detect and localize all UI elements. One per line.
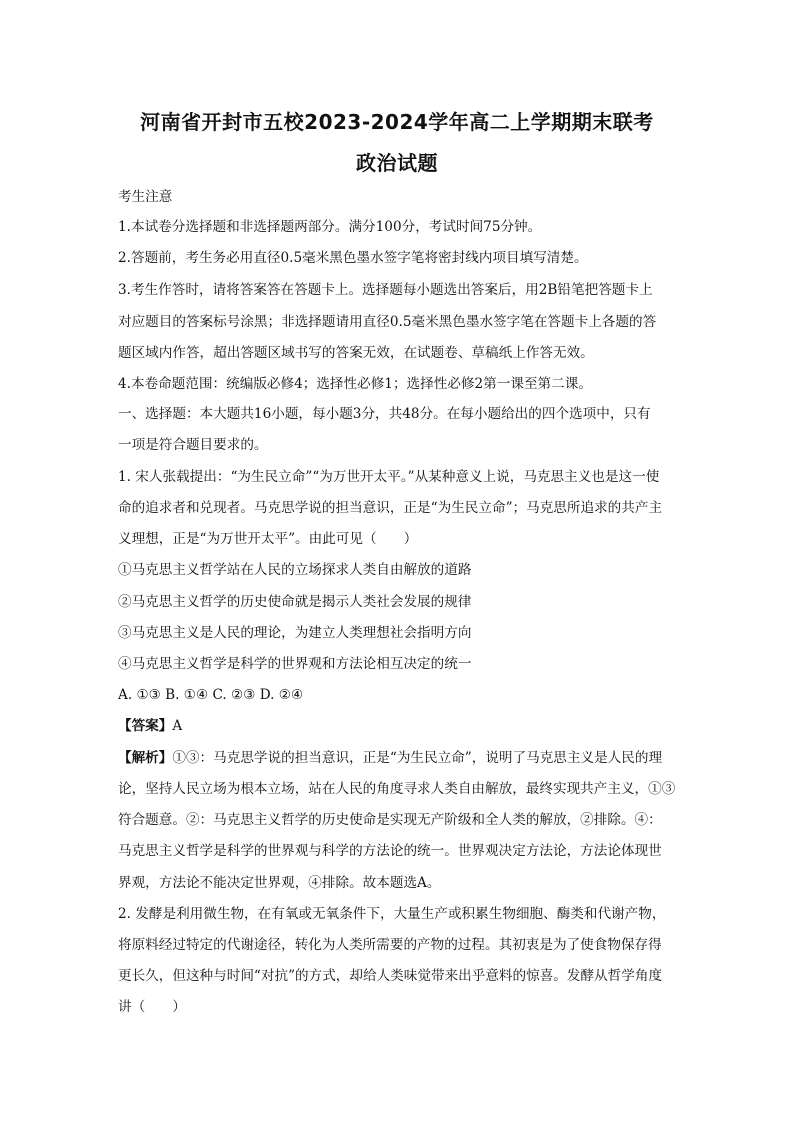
question-1-analysis (118, 749, 680, 767)
document-subtitle: 政治试题 (356, 151, 438, 175)
question-1-analysis-line: 界观，方法论不能决定世界观，④排除。故本题选A。 (118, 875, 441, 891)
question-2-stem: 讲（ ） (118, 999, 186, 1015)
notice-heading: 考生注意 (118, 189, 173, 205)
question-1-stem: 命的追求者和兑现者。马克思学说的担当意识，正是“为生民立命”；马克思所追求的共产主 (118, 500, 663, 516)
notice-item-3-line: 3.考生作答时，请将答案答在答题卡上。选择题每小题选出答案后，用2B铅笔把答题卡上 (118, 282, 653, 298)
question-1-analysis-line: 马克思主义哲学是科学的世界观与科学的方法论的统一。世界观决定方法论，方法论体现世 (118, 843, 662, 859)
notice-item-2: 2.答题前，考生务必用直径0.5毫米黑色墨水签字笔将密封线内项目填写清楚。 (118, 250, 588, 266)
question-1-option: ④马克思主义哲学是科学的世界观和方法论相互决定的统一 (118, 656, 472, 672)
question-2-stem: 2. 发酵是利用微生物，在有氧或无氧条件下，大量生产或积累生物细胞、酶类和代谢产物， (118, 906, 666, 922)
notice-item-4: 4.本卷命题范围：统编版必修4；选择性必修1；选择性必修2第一课至第二课。 (118, 376, 592, 392)
question-1-analysis-line: 论，坚持人民立场为根本立场，站在人民的角度寻求人类自由解放，最终实现共产主义，①③ (118, 781, 676, 797)
question-1-stem: 义理想，正是“为万世开太平”。由此可见（ ） (118, 531, 418, 547)
question-1-choices: A. ①③ B. ①④ C. ②③ D. ②④ (118, 687, 304, 703)
notice-item-3-line: 对应题目的答案标号涂黑；非选择题请用直径0.5毫米黑色墨水签字笔在答题卡上各题的答 (118, 314, 657, 330)
analysis-label: 【解析】 (118, 750, 173, 766)
section-heading: 一项是符合题目要求的。 (118, 437, 268, 453)
notice-item-1: 1.本试卷分选择题和非选择题两部分。满分100分，考试时间75分钟。 (118, 219, 542, 235)
answer-label: 【答案】 (118, 718, 173, 734)
analysis-text: ①③：马克思学说的担当意识，正是“为生民立命”，说明了马克思主义是人民的理 (172, 750, 663, 766)
question-2-stem: 更长久，但这种与时间“对抗”的方式，却给人类味觉带来出乎意料的惊喜。发酵从哲学角度 (118, 968, 663, 984)
question-1-answer (118, 717, 680, 735)
question-1-option: ③马克思主义是人民的理论，为建立人类理想社会指明方向 (118, 625, 472, 641)
question-1-option: ①马克思主义哲学站在人民的立场探求人类自由解放的道路 (118, 562, 472, 578)
question-1-stem: 1. 宋人张载提出：“为生民立命”“为万世开太平。”从某种意义上说，马克思主义也是这一使 (118, 469, 660, 485)
answer-value: A (172, 718, 183, 734)
question-1-option: ②马克思主义哲学的历史使命就是揭示人类社会发展的规律 (118, 594, 472, 610)
question-2-stem: 将原料经过特定的代谢途径，转化为人类所需要的产物的过程。其初衷是为了使食物保存得 (118, 937, 662, 953)
section-heading: 一、选择题：本大题共16小题，每小题3分，共48分。在每小题给出的四个选项中，只有 (118, 406, 651, 422)
document-title: 河南省开封市五校2023-2024学年高二上学期期末联考 (140, 110, 654, 134)
question-1-analysis-line: 符合题意。②：马克思主义哲学的历史使命是实现无产阶级和全人类的解放，②排除。④： (118, 812, 662, 828)
notice-item-3-line: 题区域内作答，超出答题区域书写的答案无效，在试题卷、草稿纸上作答无效。 (118, 345, 594, 361)
